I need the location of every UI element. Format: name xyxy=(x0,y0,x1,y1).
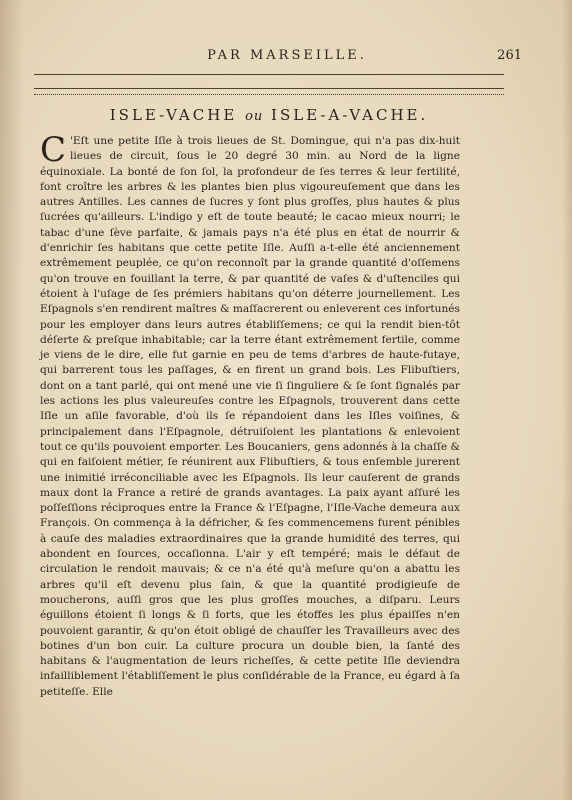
ornamental-rule xyxy=(34,88,504,95)
header-rule xyxy=(34,74,504,75)
page-edge xyxy=(562,0,572,800)
drop-cap: C xyxy=(40,130,67,170)
running-title: PAR MARSEILLE. xyxy=(207,48,367,63)
page-number: 261 xyxy=(497,48,522,63)
binding-shadow xyxy=(0,0,24,800)
chapter-title-conjunction: ou xyxy=(245,109,264,124)
body-text: 'Eſt une petite Iſle à trois lieues de St. Domingue, qui n'a pas dix-huit lieues de circuit, ſous le 20 degré 30 min. au Nord de la ligne équinoxiale. La bonté de ſon ſol, la profondeur de ſes terres & leur fertilité, font croître les arbres & les plantes bien plus vigoureuſement que dans les autres Antilles. Les cannes de ſucres y ſont plus groſſes, plus hautes & plus ſucrées qu'ailleurs. L'indigo y eſt de toute beauté; le cacao mieux nourri; le tabac d'une ſève parfaite, & jamais pays n'a été plus en état de nourrir & d'enrichir ſes habitans que cette petite Iſle. Auſſi a-t-elle été anciennement extrêmement peuplée, ce qu'on reconnoît par la grande quantité d'oſſemens qu'on trouve en fouillant la terre, & par quantité de vaſes & d'uſtenciles qui étoient à l'uſage de ſes prémiers habitans qu'on déterre journellement. Les Eſpagnols s'en rendirent maîtres & maſſacrerent ou enleverent ces infortunés pour les employer dans leurs autres établiſſemens; ce qui la rendit bien-tôt déſerte & preſque inhabitable; car la terre étant extrêmement fertile, comme je viens de le dire, elle fut garnie en peu de tems d'arbres de haute-futaye, qui barrerent tous les paſſages, & en firent un grand bois. Les Flibuſtiers, dont on a tant parlé, qui ont mené une vie ſi ſinguliere & ſe ſont ſignalés par les actions les plus valeureuſes contre les Eſpagnols, trouverent dans cette Iſle un aſile favorable, d'où ils ſe répandoient dans les Iſles voiſines, & principalement dans l'Eſpagnole, détruiſoient les plantations & enlevoient tout ce qu'ils pouvoient emporter. Les Boucaniers, gens adonnés à la chaſſe & qui en faiſoient métier, ſe réunirent aux Flibuſtiers, & tous enſemble jurerent une inimitié irréconciliable avec les Eſpagnols. Ils leur cauſerent de grands maux dont la France a retiré de grands avantages. La paix ayant aſſuré les poſſeſſions réciproques entre la France & l'Eſpagne, l'Iſle-Vache demeura aux François. On commença à la défricher, & ſes commencemens furent pénibles à cauſe des maladies extraordinaires que la grande humidité des terres, qui abondent en ſources, occaſionna. L'air y eſt tempéré; mais le défaut de circulation le rendoit mauvais; & ce n'a été qu'à meſure qu'on a abattu les arbres qu'il eſt devenu plus ſain, & que la quantité prodigieuſe de moucherons, auſſi gros que les plus groſſes mouches, a diſparu. Leurs éguillons étoient ſi longs & ſi forts, que les étoffes les plus épaiſſes n'en pouvoient garantir, & qu'on étoit obligé de chauſſer les Travailleurs avec des botines d'un bon cuir. La culture procura un double bien, la ſanté des habitans & l'augmentation de leurs richeſſes, & cette petite Iſle deviendra infailliblement l'établiſſement le plus conſidérable de la France, eu égard à ſa petiteſſe. Elle xyxy=(40,135,460,698)
chapter-title-alt: ISLE-A-VACHE. xyxy=(271,106,429,124)
chapter-title-main: ISLE-VACHE xyxy=(109,106,238,124)
chapter-title xyxy=(34,106,504,124)
running-head xyxy=(52,48,522,68)
body-paragraph xyxy=(40,130,460,700)
